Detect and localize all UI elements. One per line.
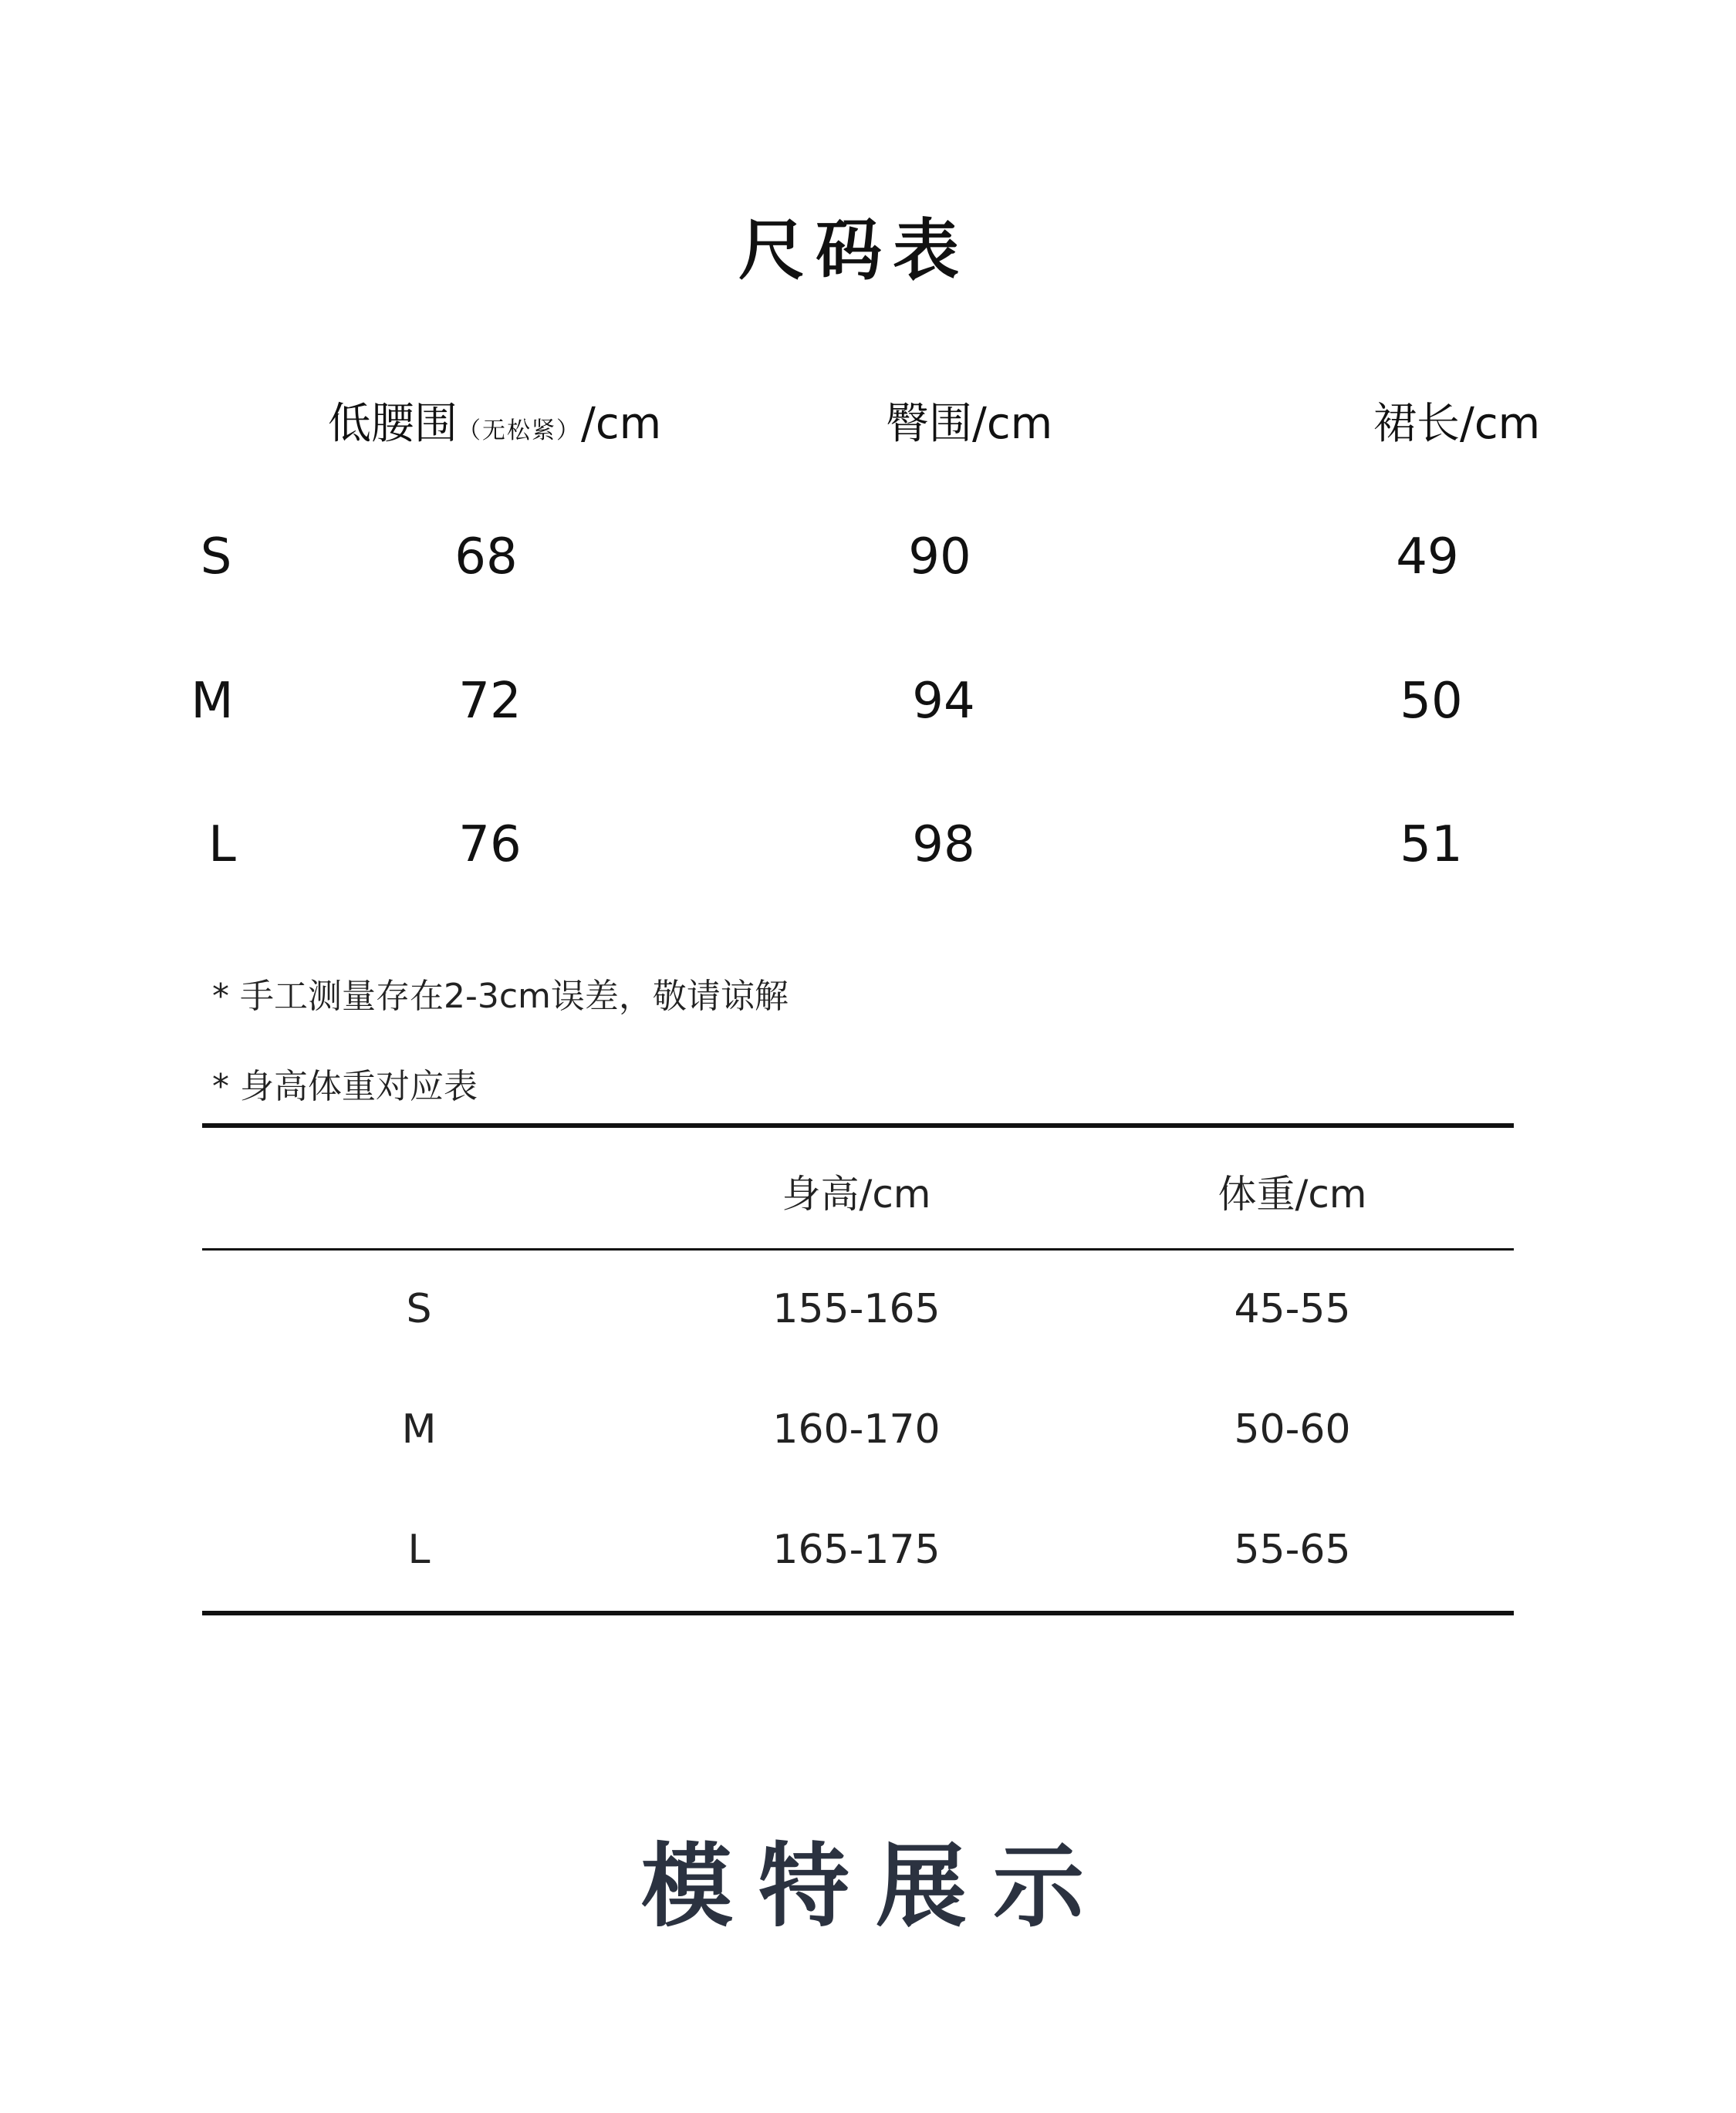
body-row-m-weight: 50-60 (1234, 1406, 1351, 1453)
size-row-l-waist: 76 (458, 816, 522, 873)
page-title: 尺码表 (738, 212, 970, 289)
size-row-l-length: 51 (1400, 816, 1463, 873)
body-row-l-weight: 55-65 (1234, 1527, 1351, 1573)
size-row-m-size: M (191, 673, 234, 730)
header-hip-unit: /cm (972, 399, 1053, 449)
header-low-waist-label: 低腰围 (328, 399, 458, 449)
header-low-waist (328, 390, 661, 451)
body-row-l-height: 165-175 (772, 1527, 941, 1573)
size-row-s-waist: 68 (454, 528, 518, 586)
body-row-s-height: 155-165 (772, 1286, 941, 1332)
header-height: 身高/cm (782, 1172, 931, 1217)
size-row-m-length: 50 (1400, 673, 1463, 730)
body-table-header-rule (202, 1248, 1514, 1251)
header-weight: 体重/cm (1218, 1172, 1367, 1217)
header-hip-label: 臀围 (886, 399, 972, 449)
header-hip (886, 390, 1052, 451)
section-title-model-display: 模特展示 (640, 1833, 1110, 1939)
note-measurement-error: * 手工测量存在2-3cm误差，敬请谅解 (212, 977, 789, 1016)
body-table-bottom-rule (202, 1611, 1514, 1615)
note-body-chart: * 身高体重对应表 (212, 1067, 478, 1106)
size-row-m-waist: 72 (458, 673, 522, 730)
body-row-m-height: 160-170 (772, 1406, 941, 1453)
size-row-m-hip: 94 (912, 673, 975, 730)
size-row-s-hip: 90 (908, 528, 971, 586)
size-row-l-size: L (208, 816, 236, 873)
header-skirt-length (1373, 390, 1540, 451)
header-skirt-length-label: 裙长 (1373, 399, 1460, 449)
body-row-s-weight: 45-55 (1234, 1286, 1351, 1332)
size-row-l-hip: 98 (912, 816, 975, 873)
header-low-waist-note: （无松紧） (458, 417, 581, 444)
body-row-m-size: M (401, 1406, 437, 1453)
body-table-top-rule (202, 1123, 1514, 1128)
header-low-waist-unit: /cm (581, 399, 662, 449)
size-row-s-size: S (200, 528, 232, 586)
header-skirt-length-unit: /cm (1460, 399, 1541, 449)
size-row-s-length: 49 (1396, 528, 1459, 586)
body-row-s-size: S (406, 1286, 432, 1332)
body-row-l-size: L (407, 1527, 431, 1573)
